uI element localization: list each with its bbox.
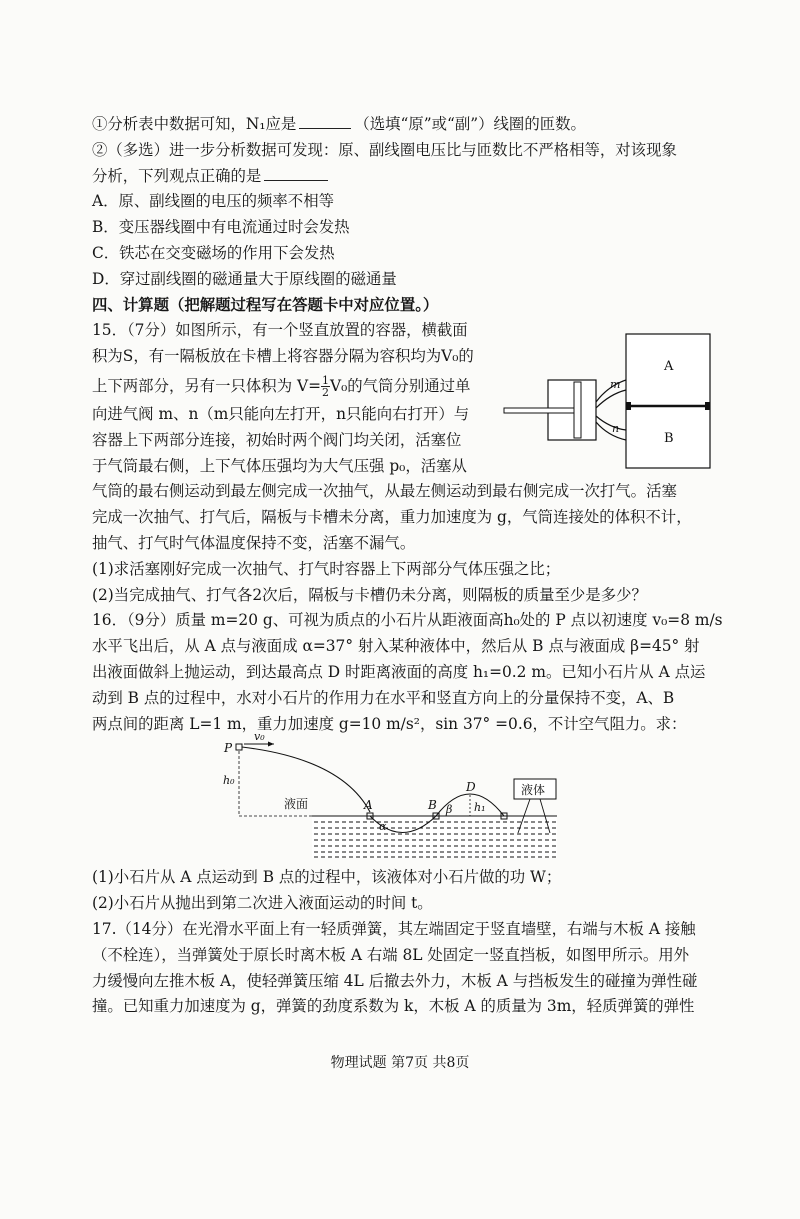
fraction [321, 375, 330, 398]
q14-line-2: ②（多选）进一步分析数据可发现：原、副线圈电压比与匝数比不严格相等，对该现象 [92, 140, 677, 159]
label-liquid: 液体 [521, 783, 546, 798]
q15-line-4: 向进气阀 m、n（m只能向左打开，n只能向右打开）与 [92, 404, 470, 423]
slot-left [626, 402, 631, 410]
q14-line-1 [92, 112, 722, 138]
label-h1: h₁ [474, 801, 486, 815]
piston-rod [504, 408, 574, 413]
label-chamber-a: A [664, 359, 674, 374]
label-b: B [428, 798, 437, 813]
q15-line-5: 容器上下两部分连接，初始时两个阀门均关闭，活塞位 [92, 430, 462, 449]
label-beta: β [446, 803, 453, 817]
q15-line-1: 15．（7分）如图所示，有一个竖直放置的容器，横截面 [92, 321, 468, 340]
label-valve-m: m [610, 378, 621, 391]
label-v0: v₀ [254, 730, 265, 744]
q17-line-1: 17.（14分）在光滑水平面上有一轻质弹簧，其左端固定于竖直墙壁，右端与木板 A 接触 [92, 919, 696, 938]
q15-line-9: 抽气、打气时气体温度保持不变，活塞不漏气。 [92, 533, 416, 552]
label-h0: h₀ [223, 774, 235, 788]
section-heading: 四、计算题（把解题过程写在答题卡中对应位置。） [92, 295, 439, 314]
piston [574, 382, 581, 438]
container-outline [626, 334, 710, 468]
label-p: P [224, 741, 233, 756]
answer-blank [299, 114, 351, 129]
label-chamber-b: B [664, 431, 674, 446]
q15-line-6: 于气筒最右侧，上下气体压强均为大气压强 p₀，活塞从 [92, 456, 467, 475]
label-alpha: α [379, 820, 387, 834]
q16-line-1: 16．（9分）质量 m=20 g、可视为质点的小石片从距液面高h₀处的 P 点以初速度 v₀=8 m/s [92, 611, 723, 630]
exam-page [92, 112, 722, 1020]
q17-line-3: 力缓慢向左推木板 A，使轻弹簧压缩 4L 后撤去外力，木板 A 与挡板发生的碰撞为弹性碰 [92, 971, 698, 990]
stone-trajectory-figure [222, 730, 562, 861]
q15-sub-1: (1)求活塞刚好完成一次抽气、打气时容器上下两部分气体压强之比； [92, 559, 561, 578]
velocity-arrowhead [268, 742, 274, 747]
q14-option-b: B．变压器线圈中有电流通过时会发热 [92, 218, 350, 237]
label-surface: 液面 [284, 797, 309, 812]
q16-line-2: 水平飞出后，从 A 点与液面成 α=37° 射入某种液体中，然后从 B 点与液面成 β=45° 射 [92, 637, 700, 656]
q16-sub-2: (2)小石片从抛出到第二次进入液面运动的时间 t。 [92, 894, 433, 913]
upper-tube-inner [596, 390, 626, 408]
answer-blank [264, 166, 328, 181]
label-valve-n: n [612, 422, 620, 435]
label-a: A [364, 798, 373, 813]
q17-line-4: 撞。已知重力加速度为 g，弹簧的劲度系数为 k，木板 A 的质量为 3m，轻质弹簧的弹性 [92, 997, 695, 1016]
q14-text: 分析，下列观点正确的是 [92, 166, 262, 185]
fraction-denominator: 2 [321, 386, 329, 400]
lower-tube-inner [596, 416, 626, 430]
q15-line-7: 气筒的最右侧运动到最左侧完成一次抽气，从最左侧运动到最右侧完成一次打气。活塞 [92, 482, 677, 501]
q17-line-2: （不栓连），当弹簧处于原长时离木板 A 右端 8L 处固定一竖直挡板，如图甲所示。用外 [92, 945, 690, 964]
q16-line-3: 出液面做斜上抛运动，到达最高点 D 时距离液面的高度 h₁=0.2 m。已知小石片从 A 点运 [92, 662, 706, 681]
q15-text: 上下两部分，另有一只体积为 V= [92, 376, 321, 395]
container-pump-figure [504, 332, 714, 472]
q16-line-5: 两点间的距离 L=1 m，重力加速度 g=10 m/s²，sin 37° =0.6，不计空气阻力。求： [92, 714, 687, 733]
q14-option-c: C．铁芯在交变磁场的作用下会发热 [92, 243, 335, 262]
q16-sub-1: (1)小石片从 A 点运动到 B 点的过程中，该液体对小石片做的功 W； [92, 868, 562, 887]
q15-text: V₀的气筒分别通过单 [329, 376, 471, 395]
q14-line-3 [92, 164, 722, 190]
page-footer: 物理试题 第7页 共8页 [330, 1055, 470, 1071]
q14-text: （选填“原”或“副”）线圈的匝数。 [354, 115, 586, 133]
fraction-numerator: 1 [321, 374, 329, 388]
q14-option-d: D．穿过副线圈的磁通量大于原线圈的磁通量 [92, 269, 397, 288]
q15-line-2: 积为S，有一隔板放在卡槽上将容器分隔为容积均为V₀的 [92, 347, 474, 366]
q14-text: ①分析表中数据可知，N₁应是 [92, 115, 297, 133]
point-p-marker [236, 744, 242, 750]
q15-line-8: 完成一次抽气、打气后，隔板与卡槽未分离，重力加速度为 g，气筒连接处的体积不计， [92, 508, 692, 527]
q16-line-4: 动到 B 点的过程中，水对小石片的作用力在水平和竖直方向上的分量保持不变，A、B [92, 688, 675, 707]
label-d: D [466, 780, 476, 795]
q14-option-a: A．原、副线圈的电压的频率不相等 [92, 192, 334, 211]
q15-sub-2: (2)当完成抽气、打气各2次后，隔板与卡槽仍未分离，则隔板的质量至少是多少？ [92, 585, 647, 604]
slot-right [705, 402, 710, 410]
lower-tube-outer [596, 422, 626, 440]
